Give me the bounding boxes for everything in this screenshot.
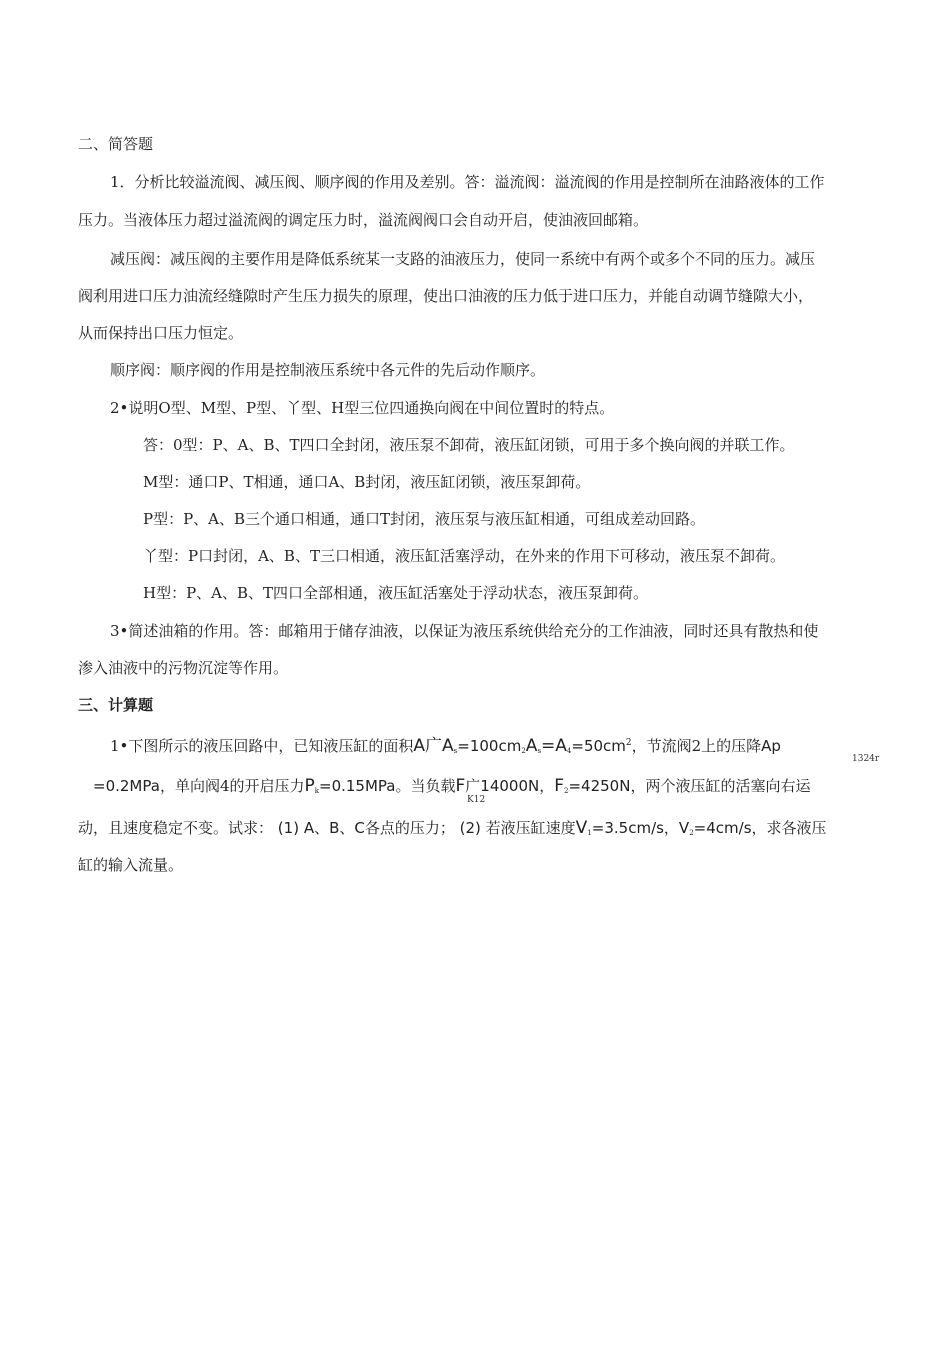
q2-h-type: H型：P、A、B、T四口全部相通，液压缸活塞处于浮动状态，液压泵卸荷。: [143, 584, 649, 602]
p1-line-3-text-a: 动，且速度稳定不变。试求：: [78, 819, 274, 837]
p1-line-2-text-b: ，单向阀4的开启压力: [159, 777, 305, 795]
p1-sub-k: k: [314, 787, 319, 795]
q2-title: 2•说明O型、M型、P型、丫型、H型三位四通换向阀在中间位置时的特点。: [110, 399, 615, 417]
q2-p-type: P型：P、A、B三个通口相通，通口T封闭，液压泵与液压缸相通，可组成差动回路。: [143, 510, 706, 528]
p1-area-value-1: =100cm: [457, 737, 522, 755]
p1-sup-1: 2: [625, 738, 632, 748]
p1-area-a1: A广A: [413, 736, 454, 756]
p1-line-2: [93, 776, 810, 801]
p1-question-2-number: (2): [459, 819, 481, 837]
p1-sub-3: s: [537, 747, 542, 755]
p1-line-1-text-a: 1•下图所示的液压回路中，已知液压缸的面积: [110, 737, 414, 755]
p1-opening-pressure-value: =0.15MPa: [319, 777, 396, 795]
section-heading-short-answer: 二、简答题: [78, 135, 154, 153]
p1-margin-note: 1324r: [852, 754, 880, 764]
q3-line-2: 渗入油液中的污物沉淀等作用。: [78, 659, 289, 677]
q1-line-2: 压力。当液体压力超过溢流阀的调定压力时，溢流阀阀口会自动开启，使油液回邮箱。: [78, 211, 649, 229]
p1-load-f1-value: 广14000N，: [465, 777, 555, 795]
p1-line-3-text-d: 若液压缸速度: [485, 819, 576, 837]
p1-question-1: (1) A、B、C各点的压力；: [277, 819, 455, 837]
p1-area-a4: =A: [541, 736, 567, 756]
p1-line-3: [78, 818, 827, 843]
p1-load-f2-value: =4250N: [568, 777, 631, 795]
p1-line-1-text-g: ，节流阀2上的压降: [631, 737, 762, 755]
p1-pressure-drop: Ap: [761, 737, 781, 755]
p1-k12-note: K12: [467, 795, 486, 805]
p1-velocity-v1-value: =3.5cm/s，V: [591, 819, 690, 837]
p1-line-2-text-e: 。当负载: [395, 777, 456, 795]
q2-m-type: M型：通口P、T相通，通口A、B封闭，液压缸闭锁，液压泵卸荷。: [143, 473, 591, 491]
p1-sub-2: 2: [521, 747, 526, 755]
section-heading-calculation: 三、计算题: [78, 696, 154, 714]
p1-sub-v1: 1: [587, 829, 592, 837]
reducing-valve-line-1: 减压阀：减压阀的主要作用是降低系统某一支路的油液压力，使同一系统中有两个或多个不同的压力。减压: [110, 250, 816, 268]
q2-o-type: 答：0型：P、A、B、T四口全封闭，液压泵不卸荷，液压缸闭锁，可用于多个换向阀的并联工作。: [143, 436, 795, 454]
p1-line-4: 缸的输入流量。: [78, 856, 184, 874]
p1-sub-f2: 2: [564, 787, 569, 795]
p1-line-1: [110, 733, 781, 761]
q2-y-type: 丫型：P口封闭，A、B、T三口相通，液压缸活塞浮动，在外来的作用下可移动，液压泵不卸荷。: [143, 547, 785, 565]
p1-pressure-drop-value: =0.2MPa: [93, 777, 160, 795]
p1-velocity-v1: V: [575, 818, 588, 838]
reducing-valve-line-2: 阀利用进口压力油流经缝隙时产生压力损失的原理，使出口油液的压力低于进口压力，并能自动调节缝隙大小，: [78, 287, 814, 305]
p1-line-2-text-j: ，两个液压缸的活塞向右运: [630, 777, 811, 795]
p1-sub-1: s: [453, 747, 458, 755]
p1-area-value-2: =50cm: [571, 737, 626, 755]
q3-line-1: 3•简述油箱的作用。答：邮箱用于储存油液，以保证为液压系统供给充分的工作油液，同时还具有散热和使: [110, 622, 819, 640]
p1-sub-v2: 2: [689, 829, 694, 837]
sequence-valve-line: 顺序阀：顺序阀的作用是控制液压系统中各元件的先后动作顺序。: [110, 361, 546, 379]
p1-sub-4: 4: [566, 747, 572, 755]
q1-line-1: 1．分析比较溢流阀、减压阀、顺序阀的作用及差别。答：溢流阀：溢流阀的作用是控制所在油路液体的工作: [110, 173, 825, 191]
p1-velocity-v2-value: =4cm/s，求各液压: [693, 819, 827, 837]
reducing-valve-line-3: 从而保持出口压力恒定。: [78, 324, 244, 342]
p1-opening-pressure-symbol: P: [304, 776, 315, 796]
p1-area-a3: A: [525, 736, 538, 756]
p1-load-f2: F: [554, 776, 565, 796]
p1-load-f1: F: [455, 776, 466, 796]
